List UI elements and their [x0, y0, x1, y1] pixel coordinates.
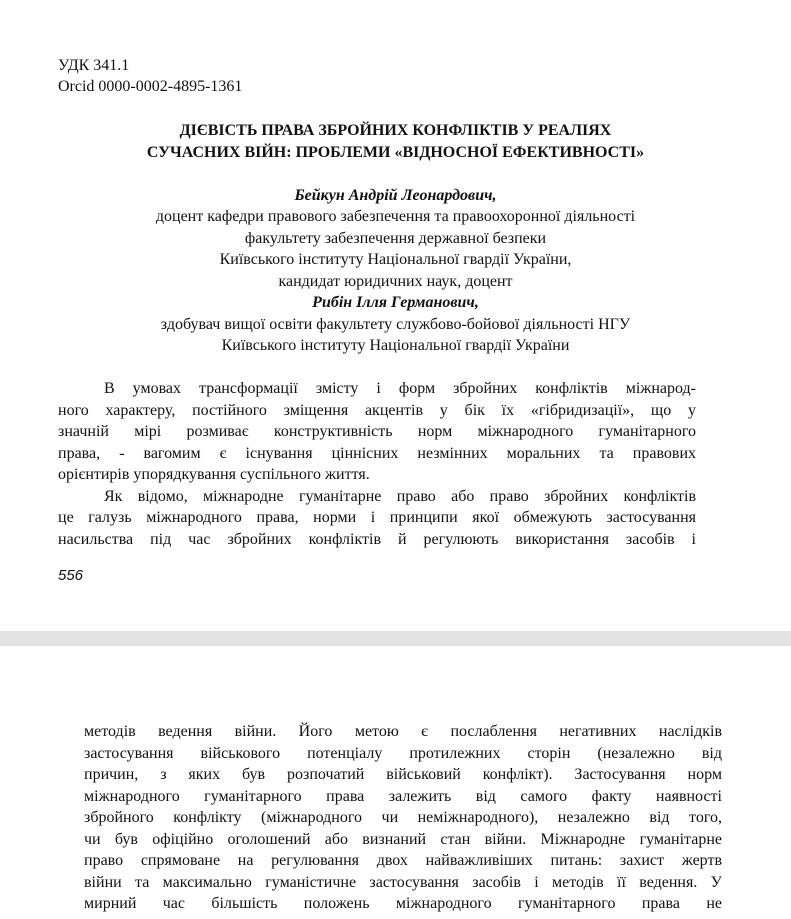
body-line: це галузь міжнародного права, норми і принципи якої обмежують застосування	[58, 509, 696, 526]
author-1-affiliation: кандидат юридичних наук, доцент	[278, 273, 513, 290]
body-line: війни та максимально гуманістичне застосування засобів і методів її ведення. У	[84, 874, 722, 891]
author-1-affiliation: доцент кафедри правового забезпечення та правоохоронної діяльності	[155, 208, 636, 225]
orcid-id: Orcid 0000-0002-4895-1361	[58, 78, 243, 95]
body-line: права, - вагомим є існування ціннісних незмінних моральних та правових	[58, 445, 696, 462]
body-line: чи був офіційно оголошений або визнаний стан війни. Міжнародне гуманітарне	[84, 831, 722, 848]
body-line: збройного конфлікту (міжнародного чи неміжнародного), незалежно від того,	[84, 809, 722, 826]
body-line: застосування військового потенціалу протилежних сторін (незалежно від	[84, 745, 722, 762]
udk-code: УДК 341.1	[58, 57, 130, 74]
body-line: Як відомо, міжнародне гуманітарне право або право збройних конфліктів	[104, 488, 696, 505]
body-line: насильства під час збройних конфліктів й регулюють використання засобів і	[58, 531, 696, 548]
author-1-name: Бейкун Андрій Леонардович,	[294, 187, 497, 204]
author-2-name: Рибін Ілля Германович,	[312, 294, 479, 311]
author-1-affiliation: факультету забезпечення державної безпеки	[244, 230, 547, 247]
body-line: орієнтирів упорядкування суспільного життя.	[58, 466, 370, 483]
body-line: В умовах трансформації змісту і форм збройних конфліктів міжнарод-	[104, 380, 696, 397]
body-line: значній мірі розмиває конструктивність норм міжнародного гуманітарного	[58, 423, 696, 440]
body-line: мирний час більшість положень міжнародного гуманітарного права не	[84, 895, 722, 912]
body-line: методів ведення війни. Його метою є послаблення негативних наслідків	[84, 723, 722, 740]
body-line: ного характеру, постійного зміщення акцентів у бік їх «гібридизації», що у	[58, 402, 696, 419]
body-line: право спрямоване на регулювання двох найважливіших питань: захист жертв	[84, 852, 722, 869]
page-number: 556	[58, 567, 84, 584]
body-line: міжнародного гуманітарного права залежить від самого факту наявності	[84, 788, 722, 805]
author-1-affiliation: Київського інституту Національної гвардії України,	[219, 251, 572, 268]
document-page-2	[0, 646, 791, 919]
article-title-line-1: ДІЄВІСТЬ ПРАВА ЗБРОЙНИХ КОНФЛІКТІВ У РЕАЛІЯХ	[179, 122, 612, 139]
author-2-affiliation: здобувач вищої освіти факультету службово-бойової діяльності НГУ	[160, 316, 631, 333]
body-line: причин, з яких був розпочатий військовий конфлікт). Застосування норм	[84, 766, 722, 783]
author-2-affiliation: Київського інституту Національної гвардії України	[221, 337, 570, 354]
article-title-line-2: СУЧАСНИХ ВІЙН: ПРОБЛЕМИ «ВІДНОСНОЇ ЕФЕКТИВНОСТІ»	[146, 144, 645, 161]
